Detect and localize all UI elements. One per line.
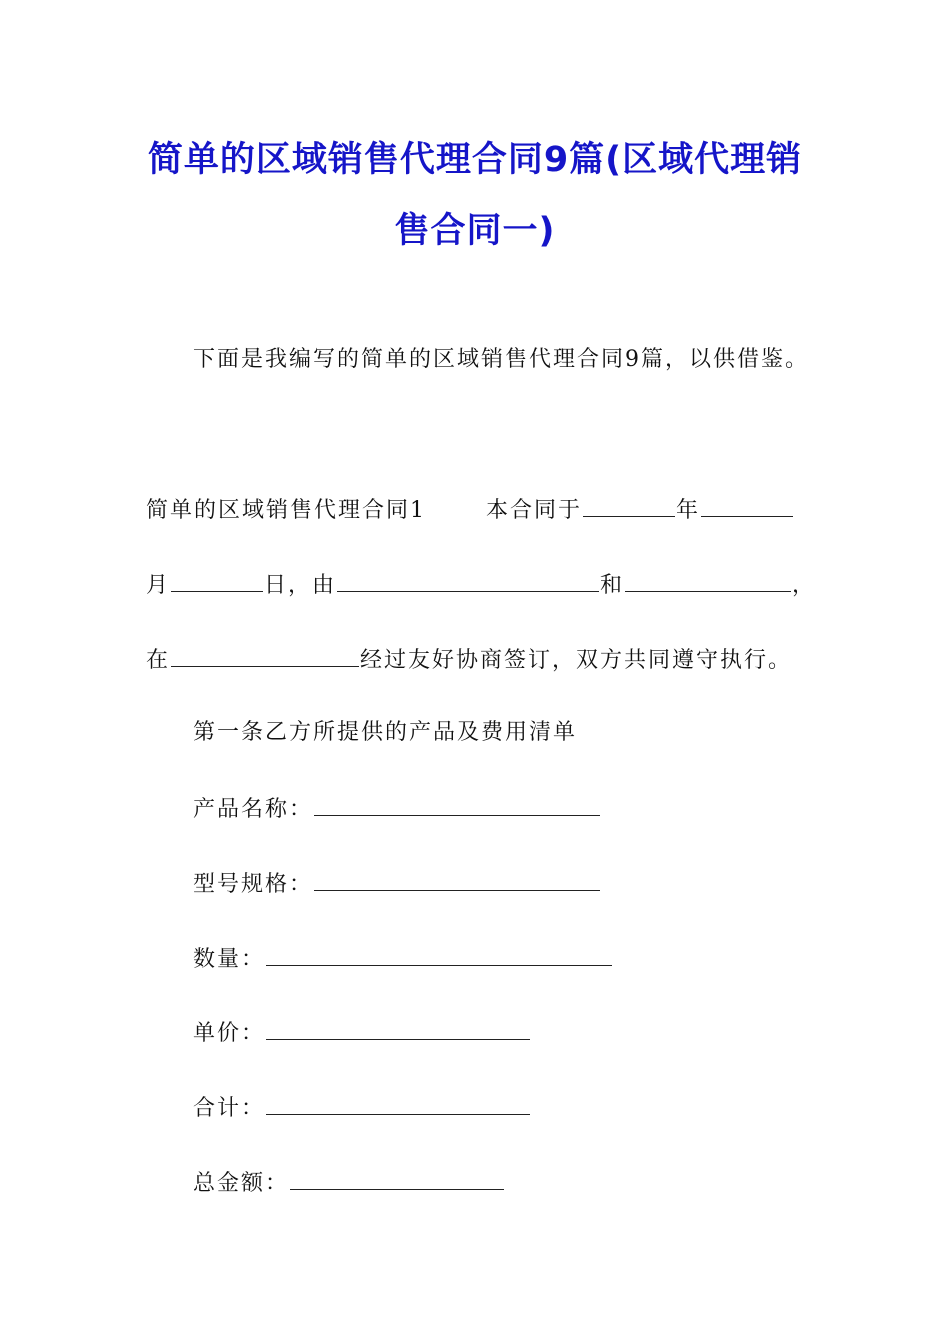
contract-line-1 xyxy=(146,494,794,526)
subtotal-label: 合计： xyxy=(193,1096,266,1121)
line2-text-a: 月 xyxy=(146,573,171,598)
party-a-blank xyxy=(337,569,599,592)
line2-text-b: 日，由 xyxy=(264,573,337,598)
article-1-text: 第一条乙方所提供的产品及费用清单 xyxy=(193,720,578,745)
product-name-label: 产品名称： xyxy=(193,797,314,822)
document-title-line-1: 简单的区域销售代理合同9篇(区域代理销 xyxy=(147,140,803,180)
intro-text: 下面是我编写的简单的区域销售代理合同9篇，以供借鉴。 xyxy=(193,347,809,372)
line2-text-d: ， xyxy=(792,573,817,598)
field-unit-price xyxy=(193,1017,531,1049)
model-spec-blank xyxy=(314,868,600,891)
line3-text-a: 在 xyxy=(146,648,171,673)
contract-line-3 xyxy=(146,644,792,676)
model-spec-label: 型号规格： xyxy=(193,872,314,897)
total-amount-blank xyxy=(290,1167,504,1190)
field-total-amount xyxy=(193,1167,505,1199)
date-year-blank xyxy=(583,494,675,517)
intro-paragraph xyxy=(193,345,809,375)
article-1-heading xyxy=(193,718,577,748)
product-name-blank xyxy=(314,793,600,816)
field-quantity xyxy=(193,943,613,975)
unit-price-blank xyxy=(266,1017,530,1040)
contract-heading: 简单的区域销售代理合同1 xyxy=(146,498,426,523)
quantity-label: 数量： xyxy=(193,947,266,972)
line1-text-a: 本合同于 xyxy=(486,498,583,523)
unit-price-label: 单价： xyxy=(193,1021,266,1046)
line3-text-b: 经过友好协商签订，双方共同遵守执行。 xyxy=(360,648,793,673)
quantity-blank xyxy=(266,943,612,966)
signing-place-blank xyxy=(171,644,359,667)
field-model-spec xyxy=(193,868,601,900)
party-b-blank xyxy=(625,569,791,592)
subtotal-blank xyxy=(266,1092,530,1115)
date-month-blank xyxy=(701,494,793,517)
line1-text-b: 年 xyxy=(676,498,701,523)
contract-line-2 xyxy=(146,569,816,601)
document-title-line-2: 售合同一) xyxy=(394,211,556,251)
total-amount-label: 总金额： xyxy=(193,1171,290,1196)
field-subtotal xyxy=(193,1092,531,1124)
date-day-blank xyxy=(171,569,263,592)
field-product-name xyxy=(193,793,601,825)
line2-text-c: 和 xyxy=(600,573,625,598)
